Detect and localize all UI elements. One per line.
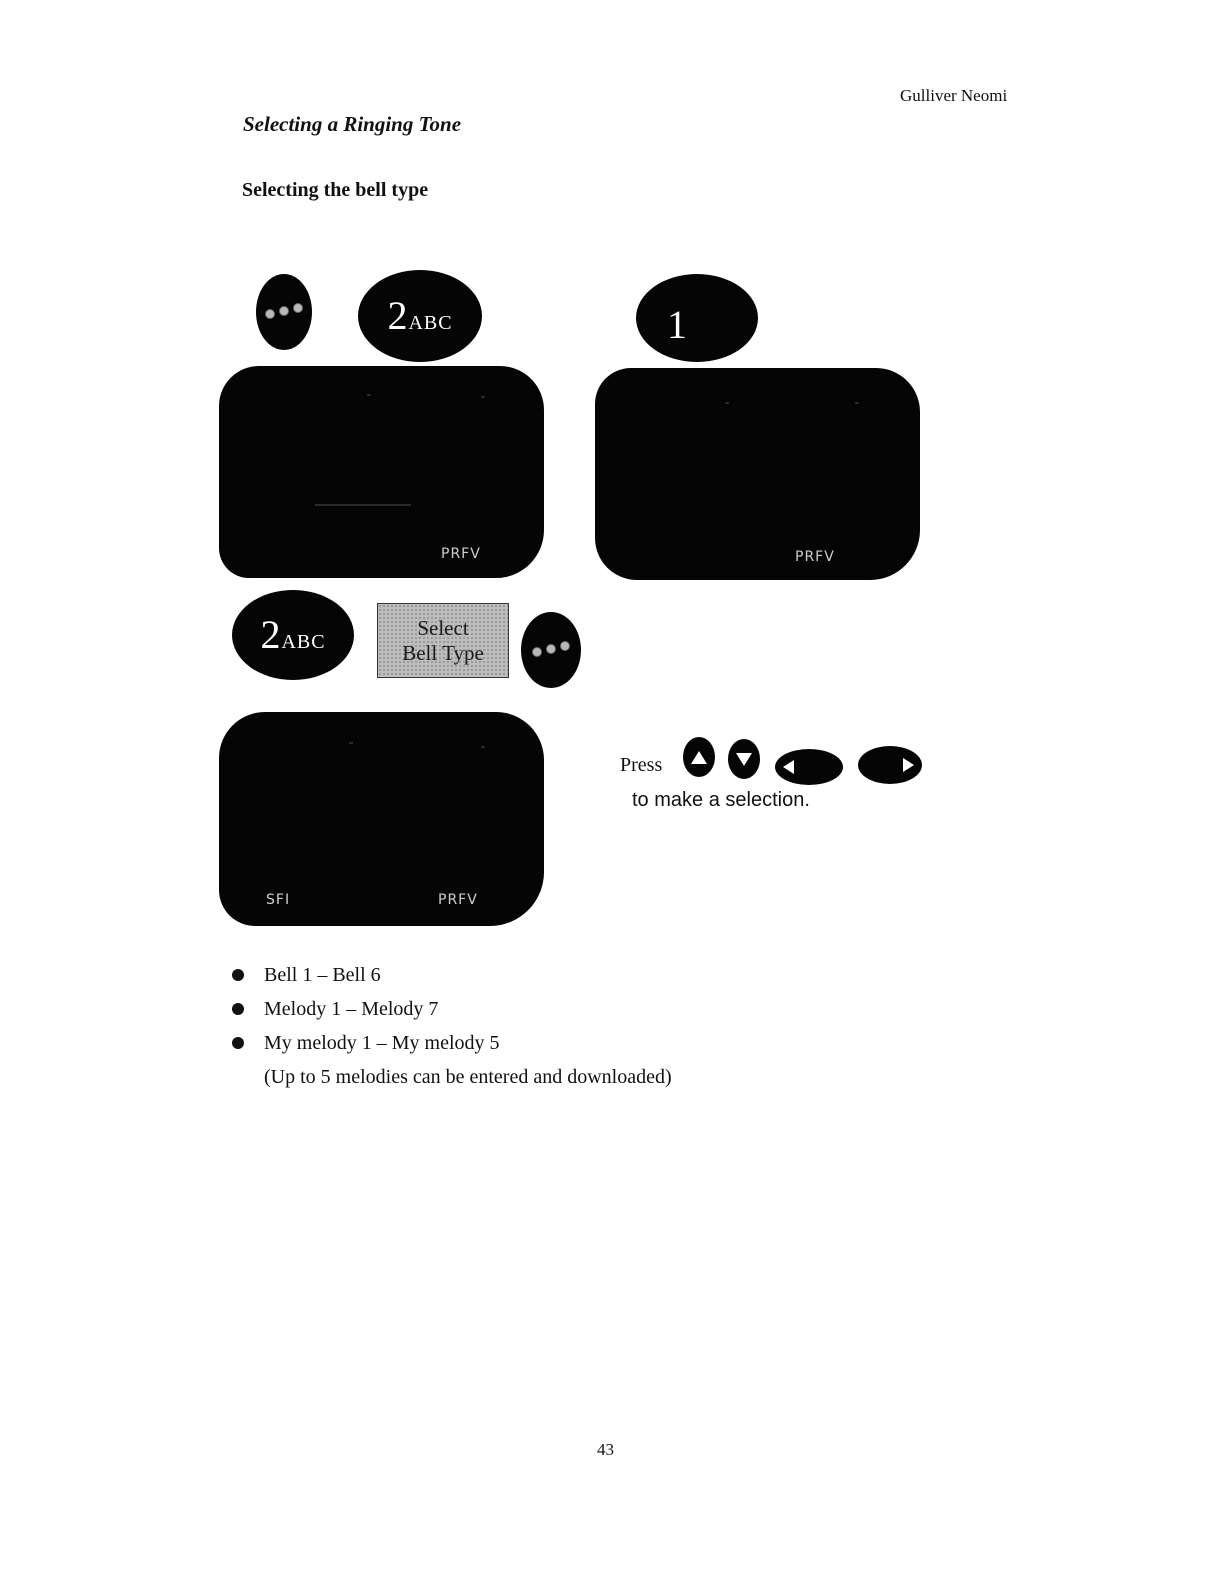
softkey-label: PRFV xyxy=(438,892,478,908)
right-arrow-icon xyxy=(858,746,922,784)
press-label: Press xyxy=(620,754,663,776)
triangle xyxy=(903,758,914,772)
menu-dots-icon xyxy=(532,647,570,657)
triangle xyxy=(691,751,707,764)
softkey-label: SFI xyxy=(266,892,291,908)
faint-indicator xyxy=(481,746,485,748)
list-item xyxy=(232,1026,672,1060)
left-arrow-icon xyxy=(775,749,843,785)
key-1-icon xyxy=(636,274,758,362)
dot xyxy=(532,647,542,657)
menu-key-icon xyxy=(521,612,581,688)
select-line-1: Select xyxy=(417,616,469,641)
section-title: Selecting a Ringing Tone xyxy=(243,112,462,136)
down-arrow-icon xyxy=(728,739,760,779)
faint-line xyxy=(315,504,411,506)
dot xyxy=(293,303,303,313)
key-digit: 1 xyxy=(667,301,687,347)
bullet-icon xyxy=(232,969,244,981)
phone-screen-2 xyxy=(595,368,920,580)
faint-indicator xyxy=(725,402,729,404)
list-item xyxy=(232,992,672,1026)
list-item-text: My melody 1 – My melody 5 xyxy=(264,1032,500,1054)
list-item-text: Melody 1 – Melody 7 xyxy=(264,998,439,1020)
selection-instruction: to make a selection. xyxy=(632,789,810,811)
dot xyxy=(279,306,289,316)
key-letters: ABC xyxy=(281,630,326,653)
dot xyxy=(546,644,556,654)
dot xyxy=(560,641,570,651)
select-line-2: Bell Type xyxy=(402,640,484,665)
key-2abc-icon xyxy=(358,270,482,362)
faint-indicator xyxy=(367,394,371,396)
list-item xyxy=(232,958,672,992)
key-digit: 2 xyxy=(260,612,281,657)
subsection-title: Selecting the bell type xyxy=(242,179,429,201)
faint-indicator xyxy=(349,742,353,744)
menu-key-icon xyxy=(256,274,312,350)
dot xyxy=(265,309,275,319)
page-number: 43 xyxy=(597,1440,614,1459)
header-brand: Gulliver Neomi xyxy=(900,86,1008,105)
key-2abc-icon xyxy=(232,590,354,680)
key-digit: 2 xyxy=(387,293,408,338)
menu-dots-icon xyxy=(265,309,303,319)
softkey-label: PRFV xyxy=(441,546,481,562)
list-item-text: Bell 1 – Bell 6 xyxy=(264,964,381,986)
phone-screen-1 xyxy=(219,366,544,578)
faint-indicator xyxy=(855,402,859,404)
bell-type-list xyxy=(232,958,672,1094)
faint-indicator xyxy=(481,396,485,398)
bullet-note: (Up to 5 melodies can be entered and downloaded) xyxy=(264,1066,672,1088)
up-arrow-icon xyxy=(683,737,715,777)
select-bell-type-label xyxy=(377,603,509,678)
bullet-icon xyxy=(232,1037,244,1049)
softkey-label: PRFV xyxy=(795,549,835,565)
triangle xyxy=(783,760,794,774)
triangle xyxy=(736,753,752,766)
bullet-icon xyxy=(232,1003,244,1015)
key-letters: ABC xyxy=(408,311,453,334)
